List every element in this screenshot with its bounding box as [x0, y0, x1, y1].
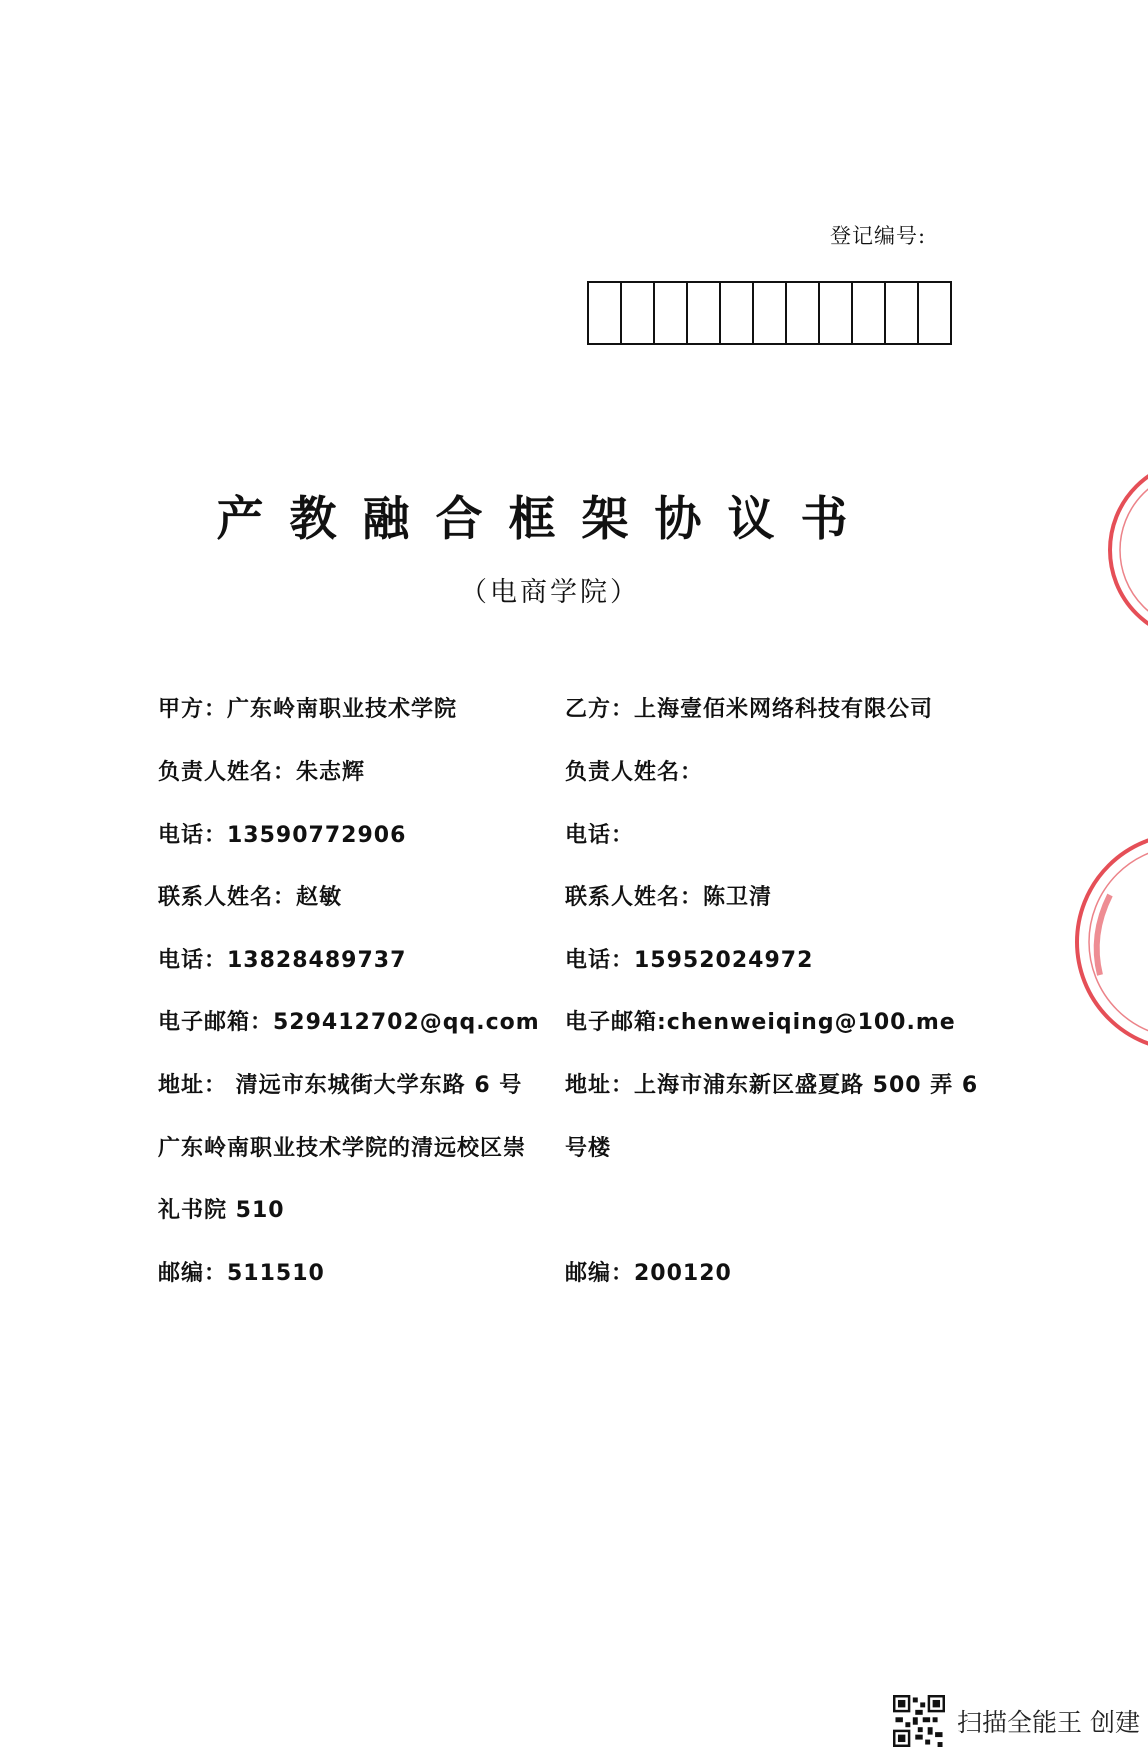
- registration-digit-box: [853, 281, 886, 345]
- party-a-address-line2: 广东岭南职业技术学院的清远校区崇: [158, 1136, 527, 1161]
- party-a-email: 电子邮箱：529412702@qq.com: [158, 1010, 540, 1035]
- registration-label: 登记编号:: [830, 224, 927, 248]
- document-subtitle: （电商学院）: [460, 577, 640, 608]
- party-b-phone: 电话：: [565, 823, 635, 848]
- party-b-responsible: 负责人姓名：: [565, 760, 704, 785]
- registration-digit-box: [919, 281, 952, 345]
- party-a-address-line3: 礼书院 510: [158, 1198, 285, 1223]
- scanner-credit-text: 扫描全能王 创建: [957, 1708, 1140, 1737]
- party-a-name: 甲方：广东岭南职业技术学院: [158, 697, 458, 722]
- scanner-watermark: [893, 1695, 1140, 1747]
- party-a-address-line1: 地址： 清远市东城街大学东路 6 号: [158, 1073, 523, 1098]
- registration-digit-box: [754, 281, 787, 345]
- document-title: 产教融合框架协议书: [216, 492, 874, 547]
- registration-digit-box: [886, 281, 919, 345]
- registration-digit-box: [655, 281, 688, 345]
- party-b-postcode: 邮编：200120: [565, 1261, 732, 1286]
- registration-digit-box: [787, 281, 820, 345]
- registration-digit-box: [820, 281, 853, 345]
- party-a-responsible: 负责人姓名：朱志辉: [158, 760, 366, 785]
- party-a-contact-phone: 电话：13828489737: [158, 948, 407, 973]
- party-b-email: 电子邮箱:chenweiqing@100.me: [565, 1010, 956, 1035]
- registration-digit-box: [721, 281, 754, 345]
- party-b-name: 乙方：上海壹佰米网络科技有限公司: [565, 697, 934, 722]
- registration-number-boxes: [587, 281, 952, 345]
- party-a-phone: 电话：13590772906: [158, 823, 407, 848]
- registration-digit-box: [622, 281, 655, 345]
- party-b-contact: 联系人姓名：陈卫清: [565, 885, 773, 910]
- party-a-contact: 联系人姓名：赵敏: [158, 885, 343, 910]
- qr-code-icon: [893, 1695, 945, 1747]
- party-b-address-line2: 号楼: [565, 1136, 612, 1161]
- party-a-postcode: 邮编：511510: [158, 1261, 325, 1286]
- registration-digit-box: [688, 281, 721, 345]
- seal-stamp-partial-top: [1060, 450, 1148, 650]
- party-b-address-line1: 地址：上海市浦东新区盛夏路 500 弄 6: [565, 1073, 979, 1098]
- registration-digit-box: [589, 281, 622, 345]
- seal-stamp-partial-bottom: [1030, 825, 1148, 1060]
- party-b-contact-phone: 电话：15952024972: [565, 948, 814, 973]
